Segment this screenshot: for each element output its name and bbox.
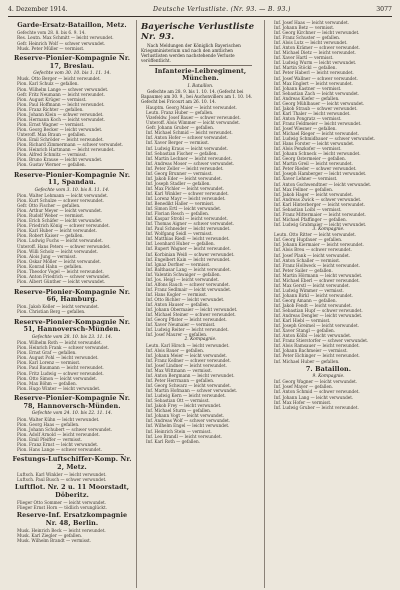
casualty-entry: Pion. Otto Simon — leicht verwundet. [17, 375, 98, 381]
casualty-entry: Musk. Heinrich Beck — leicht verwundet. [17, 528, 106, 534]
casualty-entry: Inf. Anton Gschwendtner — leicht verwundet. [274, 181, 372, 187]
page-header [8, 6, 392, 15]
casualty-entry: Inf. Georg Mühlbauer — leicht verwundet. [274, 100, 365, 106]
casualty-entry: Pion. Hermann Koch — leicht verwundet. [17, 116, 105, 122]
casualty-entry: Pion. Bruno Krause — leicht verwundet. [17, 157, 103, 163]
casualty-entry: Inf. Johann Betz — vermisst. [274, 25, 335, 31]
casualty-entry: Inf. Michael Sturm — gefallen. [146, 408, 212, 414]
casualty-entry: Inf. Korbinian Weiß — schwer verwundet. [146, 251, 235, 257]
casualty-entry: Inf. Karl Roth — gefallen. [146, 438, 201, 444]
casualty-entry: Inf. Michael Pfaffinger — gefallen. [274, 216, 348, 222]
casualty-entry: Gefr. Fritz Neumann — leicht verwundet. [17, 91, 105, 97]
casualty-entry: Pion. Heinrich Hartmann — leicht verwundet. [17, 147, 115, 153]
casualty-entry: Inf. Michael Steiner — schwer verwundet. [146, 312, 236, 318]
casualty-entry: Inf. Ludwig Wimmer — vermisst. [274, 287, 344, 293]
casualty-entry: Unteroff. Alois Wimmer — leicht verwundet. [146, 120, 241, 126]
casualty-entry: Inf. Jakob Hager — leicht verwundet. [274, 191, 354, 197]
casualty-entry: Inf. Jakob Straub — schwer verwundet. [274, 105, 358, 111]
casualty-entry: Pion. Friedrich König — schwer verwundet. [17, 223, 110, 229]
casualty-entry: Inf. Franz Sedlmair — leicht verwundet. [146, 286, 232, 292]
casualty-entry: Inf. Xaver Berger — vermisst. [146, 140, 210, 146]
section-title: Reserve-Pionier-Kompagnie Nr. 51, Hannoversch-Münden. [13, 318, 131, 334]
casualty-entry: Leutn. Otto Ritter — leicht verwundet. [274, 232, 357, 238]
casualty-entry: Luftsch. Karl Winkler — leicht verwundet. [17, 472, 107, 478]
casualty-list [269, 20, 388, 227]
casualty-entry: Unteroff. Max Braun — gefallen. [17, 131, 87, 137]
casualty-list [12, 30, 132, 50]
casualty-entry: Inf. Alfons Rauch — schwer verwundet. [146, 281, 230, 287]
casualty-entry: Pion. August Krüger — vermisst. [17, 96, 87, 102]
casualty-entry: Inf. Josef Maurer — gefallen. [146, 332, 208, 338]
casualty-entry: Inf. Peter Rieder — schwer verwundet. [274, 166, 357, 172]
casualty-entry: Pion. Heinrich Frank — schwer verwundet. [17, 345, 109, 351]
header-title: Deutsche Verlustliste. (Nr. 93. — B. 93.) [153, 6, 291, 13]
casualty-entry: Inf. Max Fellner — gefallen. [274, 186, 334, 192]
casualty-entry: Pion. Franz Richter — gefallen. [17, 106, 84, 112]
casualty-entry: Gefr. Otto Fischer — gefallen. [17, 203, 81, 209]
casualty-entry: Inf. Josef Haas — leicht verwundet. [274, 20, 349, 25]
casualty-entry: Inf. Franz Mittermaier — leicht verwundet. [274, 211, 366, 217]
casualty-entry: Inf. Karl Hiebl — vermisst. [274, 318, 331, 324]
casualty-entry: Inf. Karl Winkler — schwer verwundet. [146, 190, 229, 196]
casualty-entry: Gefechte vom 28. 8. bis 6. 9. 14. [17, 30, 86, 36]
casualty-entry: Inf. Johann Schneck — leicht verwundet. [274, 151, 361, 157]
casualty-entry: Inf. Xaver Neumaier — vermisst. [146, 322, 216, 328]
casualty-entry: Inf. Josef Wallner — schwer verwundet. [274, 75, 358, 81]
casualty-entry: Luftsch. Paul Busch — schwer verwundet. [17, 477, 107, 483]
casualty-entry: Pion. Konrad Hahn — gefallen. [17, 263, 83, 269]
casualty-entry: Inf. Franz Kellner — schwer verwundet. [146, 357, 231, 363]
casualty-entry: Inf. Alois Penzkofer — vermisst. [274, 146, 342, 152]
casualty-entry: Inf. Xaver Stangl — gefallen. [274, 328, 336, 334]
casualty-entry: Inf. Andreas Zwick — schwer verwundet. [274, 196, 362, 202]
casualty-entry: Pion. Hans Lange — schwer verwundet. [17, 446, 102, 452]
casualty-list [12, 417, 132, 452]
column-1 [8, 20, 136, 588]
casualty-entry: Pion. Emil Pfeiffer — vermisst. [17, 436, 83, 442]
casualty-entry: Inf. Thomas Aigner — schwer verwundet. [146, 221, 235, 227]
casualty-entry: Inf. Josef Lindner — leicht verwundet. [146, 362, 227, 368]
casualty-entry: Flieger Ernst Horn — tödlich verunglückt. [17, 505, 107, 511]
section-title: Luftflot. Nr. 2 u. 11 Moorstadt, Döberitz. [14, 483, 130, 499]
section-paragraph: Gefechte am 28. 9. bis 1. 10. 14. (Gefecht bei Bapaume) am 30. 9., bei Auchonvillers am 1. 10. 14. Gefecht bei Fricourt am 26. 10. 14. [141, 89, 253, 105]
section-subtitle: Gefechte vom 30. 10. bis 1. 11. 14. [33, 71, 111, 76]
casualty-entry: Pion. Theodor Vogel — leicht verwundet. [17, 268, 104, 274]
casualty-entry: Pion. Alois Jung — vermisst. [17, 253, 77, 259]
section-title: 7. Bataillon. [305, 364, 352, 373]
casualty-entry: Pion. Gustav Werner — gefallen. [17, 162, 86, 168]
casualty-entry: Pion. Ernst Wagner — vermisst. [17, 121, 85, 127]
casualty-entry: Inf. Jakob Eder — leicht verwundet. [146, 175, 222, 181]
casualty-entry: Pion. Georg Becker — leicht verwundet. [17, 126, 103, 132]
casualty-entry: Inf. Johann Vogt — leicht verwundet. [146, 413, 225, 419]
casualty-entry: Vizefeldw. Josef Bauer — schwer verwundet. [146, 115, 241, 121]
casualty-entry: Pion. Georg Haas — gefallen. [17, 421, 80, 427]
casualty-entry: Pion. Christian Berg — gefallen. [17, 309, 86, 315]
casualty-entry: Pion. Alfred Schmitz — vermisst. [17, 152, 87, 158]
casualty-entry: Musk. Peter Müller — vermisst. [17, 45, 85, 51]
casualty-entry: Inf. Hans Forster — leicht verwundet. [274, 141, 355, 147]
section-subtitle: 2. Kompagnie. [184, 337, 217, 343]
casualty-entry: Inf. Peter Haberl — leicht verwundet. [274, 70, 354, 76]
casualty-entry: Pion. Anton Friedrich — schwer verwundet. [17, 273, 111, 279]
casualty-entry: Inf. Michael Rieger — leicht verwundet. [274, 131, 359, 137]
casualty-entry: Pion. Franz Ernst — leicht verwundet. [17, 441, 99, 447]
casualty-entry: Inf. Max Gerstl — leicht verwundet. [274, 282, 350, 288]
casualty-entry: Pion. Robert Kaiser — gefallen. [17, 233, 84, 239]
casualty-entry: Inf. Benedikt Haller — vermisst. [146, 201, 215, 207]
casualty-entry: Inf. Leo Brandl — leicht verwundet. [146, 433, 222, 439]
casualty-entry: Inf. Georg Kirchner — leicht verwundet. [274, 30, 360, 36]
casualty-entry: Inf. Johann Lang — leicht verwundet. [274, 394, 354, 400]
casualty-entry: Inf. Johann Obermaier — leicht verwundet. [146, 307, 238, 313]
section-title: Infanterie-Leibregiment, München. [154, 66, 247, 83]
divider [20, 169, 124, 170]
casualty-entry: Inf. Otto Bichler — leicht verwundet. [146, 296, 225, 302]
casualty-entry: Musk. Wilhelm Brandt — vermisst. [17, 538, 92, 544]
column-3 [264, 20, 392, 588]
casualty-entry: Pion. Karl Huber — leicht verwundet. [17, 228, 97, 234]
casualty-entry: Inf. Paul Schneider — leicht verwundet. [146, 226, 231, 232]
casualty-entry: Pion. Jakob Keller — leicht verwundet. [17, 304, 99, 310]
casualty-entry: Inf. Alois Lutz — leicht verwundet. [274, 40, 348, 46]
casualty-entry: Inf. Anton Hofer — schwer verwundet. [146, 135, 229, 141]
casualty-entry: Inf. Johann Birkl — leicht verwundet. [274, 292, 353, 298]
casualty-entry: Pion. Wilhelm Roth — leicht verwundet. [17, 340, 102, 346]
casualty-entry: Inf. Ludwig Grabmaier — leicht verwundet. [274, 221, 367, 227]
casualty-entry: Inf. Anton Schaller — vermisst. [274, 257, 341, 263]
casualty-list [12, 528, 132, 543]
casualty-entry: Pion. Max Böhm — gefallen. [17, 380, 78, 386]
casualty-entry: Leutn. Franz Huber — gefallen. [146, 110, 214, 116]
casualty-entry: Inf. Johann Meier — leicht verwundet. [146, 352, 228, 358]
casualty-entry: Unteroff. Hans Peters — schwer verwundet. [17, 243, 111, 249]
casualty-entry: Pion. Arthur Meyer — leicht verwundet. [17, 208, 103, 214]
casualty-entry: Pion. Paul Hoffmann — leicht verwundet. [17, 101, 105, 107]
section-subtitle: 9. Kompagnie. [312, 373, 345, 379]
section-title: Garde-Ersatz-Bataillon, Metz. [17, 21, 127, 29]
casualty-list [269, 232, 388, 363]
header-page-number: 3077 [376, 6, 392, 13]
casualty-entry: Pion. Johann Klein — schwer verwundet. [17, 111, 104, 117]
casualty-entry: Inf. Ludwig Kraus — leicht verwundet. [146, 145, 229, 151]
casualty-entry: Inf. Michael Huber — gefallen. [274, 358, 340, 364]
casualty-entry: Pion. Johann Schubert — schwer verwundet. [17, 426, 113, 432]
casualty-entry: Inf. Martin Greil — leicht verwundet. [274, 161, 353, 167]
casualty-entry: Inf. Kaspar Strobl — leicht verwundet. [146, 216, 228, 222]
intro-paragraph: Nach Meldungen der Königlich Bayerischen Kriegsministerium und nach den amtlichen Verlustlisten werden nachstehende Verluste veröffentlicht. [141, 43, 241, 64]
divider [20, 53, 124, 54]
casualty-entry: Pion. Walter Lehmann — leicht verwundet. [17, 193, 109, 199]
divider [20, 286, 124, 287]
casualty-entry: Pion. Kurt Schulze — schwer verwundet. [17, 198, 104, 204]
casualty-entry: Inf. Jos. Heigl — leicht verwundet. [146, 276, 219, 282]
casualty-entry: Inf. Josef Wiesner — gefallen. [274, 125, 337, 131]
casualty-entry: Inf. Simon Ertl — leicht verwundet. [146, 206, 222, 212]
casualty-entry: Inf. Wolfgang Seidl — vermisst. [146, 231, 213, 237]
divider [20, 316, 124, 317]
casualty-entry: Inf. Sebastian Ott — vermisst. [146, 398, 210, 404]
casualty-entry: Inf. Sebastian Zach — leicht verwundet. [274, 90, 360, 96]
casualty-entry: Inf. Alois Bauer — gefallen. [146, 347, 205, 353]
casualty-entry: Inf. Karl Hinterberger — leicht verwundet. [274, 201, 365, 207]
casualty-entry: Inf. Ludwig Gruber — leicht verwundet. [274, 404, 359, 410]
casualty-entry: Inf. Georg Pfister — leicht verwundet. [146, 317, 227, 323]
casualty-entry: Musk. Otto Berger — leicht verwundet. [17, 76, 101, 82]
casualty-entry: Inf. Ludwig Schmidbauer — schwer verwundet. [274, 136, 376, 142]
casualty-entry: Inf. Martin Hörmann — leicht verwundet. [274, 272, 363, 278]
section-title: Reserve-Pionier-Kompagnie Nr. 17, Breslau. [13, 54, 131, 70]
section-subtitle: I. Bataillon. [187, 83, 214, 89]
casualty-entry: Inf. Rupert Wagner — leicht verwundet. [146, 246, 231, 252]
casualty-entry: Inf. Ignaz Dorfner — vermisst. [146, 261, 211, 267]
casualty-entry: Inf. Hans Kogler — vermisst. [146, 291, 208, 297]
casualty-entry: Inf. Anton Kölbl — leicht verwundet. [274, 333, 352, 339]
casualty-entry: Flieger Otto Sommer — leicht verwundet. [17, 500, 107, 506]
casualty-entry: Gefr. Heinrich Wolf — schwer verwundet. [17, 40, 106, 46]
divider [20, 393, 124, 394]
casualty-entry: Inf. Anton Bergmann — leicht verwundet. [146, 372, 235, 378]
casualty-entry: Inf. Joseph Greimel — leicht verwundet. [274, 323, 359, 329]
casualty-entry: Inf. Xaver Lehner — vermisst. [274, 176, 338, 182]
casualty-entry: Inf. Andreas Moser — schwer verwundet. [146, 160, 235, 166]
casualty-entry: Inf. Joseph Hamberger — leicht verwundet. [274, 171, 367, 177]
casualty-entry: Inf. Peter Sailer — gefallen. [274, 267, 333, 273]
section-subtitle: Gefechte vom 24. 10. bis 22. 11. 14. [31, 411, 113, 417]
casualty-entry: Pion. Adolf Arnold — leicht verwundet. [17, 431, 100, 437]
casualty-entry: Inf. Max Wittmann — vermisst. [146, 367, 213, 373]
casualty-entry: Pion. Hugo Winter — leicht verwundet. [17, 385, 101, 391]
section-title: Reserve-Pionier-Kompagnie Nr. 11, Spandau. [13, 170, 131, 187]
casualty-entry: Pion. Ludwig Fuchs — leicht verwundet. [17, 238, 103, 244]
casualty-entry: Musk. Karl Ziegler — gefallen. [17, 533, 83, 539]
casualty-entry: Pion. Karl Lorenz — vermisst. [17, 360, 81, 366]
section-title: Reserve-Pionier-Kompagnie Nr. 66, Hamburg. [13, 287, 131, 303]
column-2 [136, 20, 264, 588]
section-title: Reserve-Pionier-Kompagnie Nr. 78, Hannoversch-Münden. [13, 394, 131, 410]
divider [149, 65, 252, 66]
casualty-entry: Inf. Johann Kastner — vermisst. [274, 85, 342, 91]
casualty-entry: Inf. Andreas Dengler — leicht verwundet. [274, 313, 363, 319]
casualty-list [12, 500, 132, 510]
casualty-entry: Inf. Johann Bachmeier — vermisst. [274, 348, 348, 354]
casualty-list [12, 193, 132, 284]
casualty-entry: Pion. Paul Baumann — leicht verwundet. [17, 365, 104, 371]
casualty-entry: Pion. Albert Günther — leicht verwundet. [17, 278, 106, 284]
casualty-entry: Inf. Max Englert — leicht verwundet. [274, 80, 353, 86]
casualty-list [12, 76, 132, 167]
casualty-entry: Inf. Joseph Stadler — gefallen. [146, 180, 211, 186]
section-subtitle: 3. Kompagnie. [312, 226, 345, 232]
casualty-entry: Leutn. Karl Hirsch — leicht verwundet. [146, 342, 230, 348]
casualty-entry: Pion. Walter Kühn — leicht verwundet. [17, 416, 100, 422]
casualty-entry: Inf. Franz Stierstorfer — schwer verwundet. [274, 338, 369, 344]
section-subtitle: Gefechte vom 3. 10. bis 8. 11. 14. [34, 187, 110, 193]
casualty-entry: Gefr. Johann Gruber — gefallen. [146, 125, 215, 131]
casualty-entry: Inf. Georg Brunner — vermisst. [146, 170, 213, 176]
casualty-entry: Inf. Martin Lechner — leicht verwundet. [146, 155, 232, 161]
casualty-entry: Pion. Richard Zimmermann — schwer verwundet. [17, 142, 124, 148]
casualty-entry: Pion. Willi Scholz — leicht verwundet. [17, 248, 98, 254]
casualty-entry: Inf. Karl Thaler — leicht verwundet. [274, 110, 351, 116]
casualty-entry: Inf. Max Pichler — leicht verwundet. [146, 185, 224, 191]
casualty-entry: Inf. Sebastian Loibl — vermisst. [274, 206, 342, 212]
casualty-entry: Pion. Rudolf Weber — vermisst. [17, 213, 85, 219]
casualty-entry: Inf. Josef Plank — leicht verwundet. [274, 252, 351, 258]
casualty-entry: Inf. Franz Feldmeier — leicht verwundet. [274, 120, 362, 126]
casualty-list [269, 379, 388, 409]
casualty-entry: Res. Leutn. Max Schmitt — leicht verwundet. [17, 35, 114, 41]
casualty-entry: Pion. Fritz Ludwig — schwer verwundet. [17, 370, 104, 376]
casualty-entry: Inf. Peter Eichinger — leicht verwundet. [274, 353, 360, 359]
header-date: 4. Dezember 1914. [8, 6, 68, 13]
casualty-entry: Inf. Anton Hauser — gefallen. [146, 301, 210, 307]
casualty-entry: Inf. Valentin Schwaiger — gefallen. [146, 271, 221, 277]
casualty-entry: Inf. Georg Amann — gefallen. [274, 297, 337, 303]
casualty-entry: Inf. Peter Zeller — leicht verwundet. [146, 165, 224, 171]
casualty-entry: Inf. Johann Kiermaier — leicht verwundet. [274, 242, 364, 248]
casualty-entry: Inf. Josef Mayer — gefallen. [274, 384, 333, 390]
casualty-list [141, 105, 260, 337]
casualty-list [12, 472, 132, 482]
casualty-entry: Inf. Anton Krämer — schwer verwundet. [274, 45, 360, 51]
casualty-entry: Inf. Engelbert Kain — leicht verwundet. [146, 256, 231, 262]
casualty-entry: Inf. Anton Pongratz — vermisst. [274, 115, 342, 121]
casualty-entry: Inf. Martin Stöckl — gefallen. [274, 65, 337, 71]
casualty-entry: Inf. Matthias Riedl — leicht verwundet. [146, 236, 230, 242]
casualty-entry: Inf. Franz Hollweck — leicht verwundet. [274, 262, 360, 268]
casualty-entry: Inf. Wilhelm Engel — leicht verwundet. [146, 423, 230, 429]
casualty-entry: Inf. Alois Breu — schwer verwundet. [274, 247, 352, 253]
casualty-entry: Pion. August Pohl — leicht verwundet. [17, 355, 99, 361]
casualty-entry: Inf. Xaver Hartl — vermisst. [274, 55, 334, 61]
casualty-entry: Inf. Anton Schmid — schwer verwundet. [274, 389, 360, 395]
casualty-entry: Pion. Emil Schröder — leicht verwundet. [17, 136, 104, 142]
casualty-entry: Inf. Max Hofer — vermisst. [274, 399, 332, 405]
divider [20, 454, 124, 455]
casualty-list [12, 304, 132, 314]
casualty-entry: Inf. Peter Herrmann — gefallen. [146, 378, 215, 384]
columns [8, 20, 392, 588]
casualty-entry: Inf. Jakob Frey — leicht verwundet. [146, 403, 222, 409]
header-rule [8, 16, 392, 17]
casualty-entry: Hauptm. Georg Maier — leicht verwundet. [146, 105, 237, 111]
casualty-list [12, 340, 132, 390]
casualty-entry: Inf. Ludwig Reiter — leicht verwundet. [146, 327, 229, 333]
casualty-entry: Inf. Georg Schwarz — leicht verwundet. [146, 383, 232, 389]
casualty-entry: Inf. Lorenz Mayr — leicht verwundet. [146, 195, 226, 201]
casualty-entry: Inf. Georg Hupfauer — gefallen. [274, 237, 343, 243]
casualty-entry: Inf. Andreas Kiefer — gefallen. [274, 95, 340, 101]
section-subtitle: Gefechte vom 28. 10. bis 23. 11. 14. [31, 334, 113, 340]
casualty-entry: Inf. Ludwig Wurm — leicht verwundet. [274, 60, 357, 66]
casualty-entry: Pion. Wilhelm Lange — schwer verwundet. [17, 86, 109, 92]
casualty-entry: Inf. Sebastian Fischer — gefallen. [146, 150, 218, 156]
casualty-entry: Inf. Georg Wagner — leicht verwundet. [274, 379, 358, 385]
casualty-entry: Inf. Alois Ramsauer — leicht verwundet. [274, 343, 360, 349]
casualty-entry: Inf. Jakob Fendt — leicht verwundet. [274, 302, 352, 308]
section-title: Festungs-Luftschiffer-Komp. Nr. 2, Metz. [12, 455, 132, 471]
casualty-entry: Inf. Leonhard Huber — gefallen. [146, 241, 215, 247]
casualty-list [141, 343, 260, 444]
casualty-entry: Inf. Michael Eberl — schwer verwundet. [274, 277, 360, 283]
casualty-entry: Pion. Oskar Möller — leicht verwundet. [17, 258, 102, 264]
casualty-entry: Inf. Georg Ostermeier — gefallen. [274, 156, 347, 162]
casualty-entry: Inf. Andreas Wolf — schwer verwundet. [146, 418, 231, 424]
casualty-entry: Inf. Martin Hofmann — schwer verwundet. [146, 388, 238, 394]
casualty-entry: Inf. Heinrich Stein — vermisst. [146, 428, 212, 434]
section-title: Reserve-Inf. Ersatzkompagnie Nr. 48, Berlin. [16, 511, 128, 527]
casualty-entry: Inf. Sebastian Hupf — schwer verwundet. [274, 308, 363, 314]
casualty-entry: Inf. Ludwig Kern — leicht verwundet. [146, 393, 226, 399]
casualty-entry: Inf. Michael Schmid — leicht verwundet. [146, 130, 233, 136]
casualty-entry: Pion. Ernst Graf — gefallen. [17, 350, 77, 356]
casualty-entry: Pion. Erich Schäfer — leicht verwundet. [17, 218, 103, 224]
casualty-entry: Inf. Franz Schuster — gefallen. [274, 35, 341, 41]
casualty-entry: Inf. Florian Resch — gefallen. [146, 211, 210, 217]
casualty-entry: Pion. Karl Schulz — gefallen. [17, 81, 79, 87]
section-title: Bayerische Verlustliste Nr. 93. [141, 22, 255, 42]
casualty-entry: Inf. Michael Dietz — leicht verwundet. [274, 50, 356, 56]
casualty-entry: Inf. Balthasar Lang — leicht verwundet. [146, 266, 231, 272]
